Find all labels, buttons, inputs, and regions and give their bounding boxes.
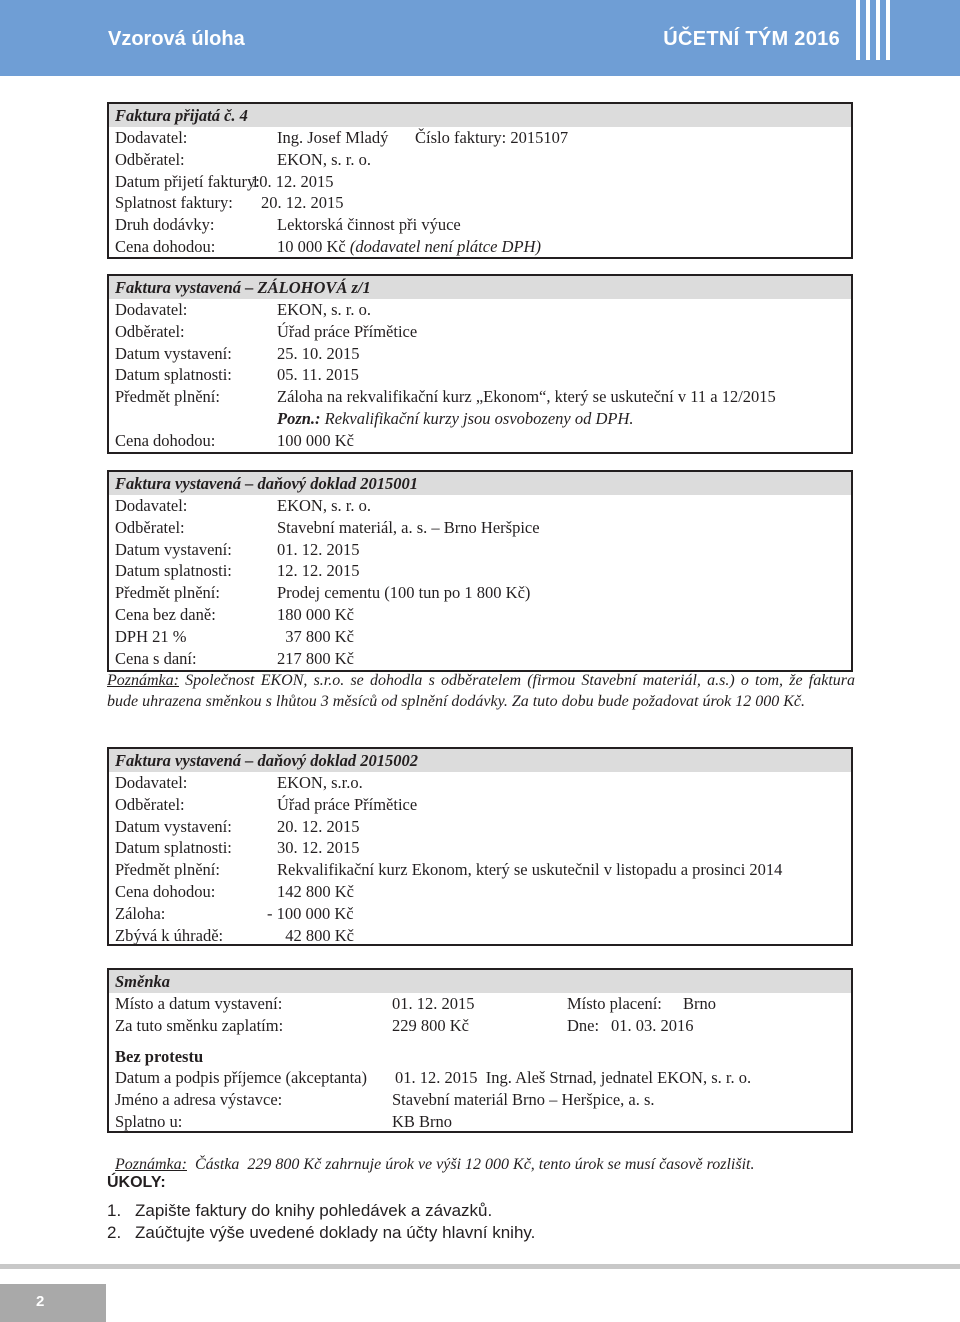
row-value: Lektorská činnost při výuce bbox=[277, 215, 461, 235]
row-value: 20. 12. 2015 bbox=[261, 193, 344, 213]
row bbox=[109, 386, 851, 408]
task-text: Zapište faktury do knihy pohledávek a závazků. bbox=[135, 1201, 493, 1220]
row-value: 01. 12. 2015 bbox=[392, 994, 475, 1013]
row-label: DPH 21 % bbox=[115, 626, 187, 646]
row-value: - 100 000 Kč bbox=[267, 903, 354, 923]
header-stripe bbox=[866, 0, 870, 60]
row-value: Rekvalifikační kurz Ekonom, který se uskutečnil v listopadu a prosinci 2014 bbox=[277, 860, 783, 880]
row-label: Dodavatel: bbox=[115, 773, 188, 792]
row-value: 05. 11. 2015 bbox=[277, 365, 359, 385]
row bbox=[109, 299, 851, 321]
row-label: Odběratel: bbox=[115, 794, 185, 814]
row-value: 217 800 Kč bbox=[277, 648, 354, 668]
row-label: Za tuto směnku zaplatím: bbox=[115, 1015, 284, 1035]
row-label: Datum splatnosti: bbox=[115, 838, 232, 858]
row bbox=[109, 1067, 851, 1089]
row-label: Datum vystavení: bbox=[115, 816, 232, 836]
row-label: Jméno a adresa výstavce: bbox=[115, 1090, 283, 1110]
row-label: Datum splatnosti: bbox=[115, 561, 232, 581]
row bbox=[109, 881, 851, 903]
row-label: Cena dohodou: bbox=[115, 430, 216, 450]
row-label: Cena dohodou: bbox=[115, 236, 216, 256]
row bbox=[109, 1111, 851, 1133]
row bbox=[109, 604, 851, 626]
row-label: Datum splatnosti: bbox=[115, 365, 232, 385]
advance-invoice bbox=[107, 274, 853, 454]
row-value: 01. 12. 2015 bbox=[277, 539, 360, 559]
row-label: Datum vystavení: bbox=[115, 539, 232, 559]
tax-invoice-2015002 bbox=[107, 747, 853, 946]
row bbox=[109, 408, 851, 430]
note-label: Poznámka: bbox=[115, 1156, 187, 1173]
row bbox=[109, 626, 851, 648]
row-label: Místo a datum vystavení: bbox=[115, 994, 283, 1013]
row bbox=[109, 794, 851, 816]
note-text: Společnost EKON, s.r.o. se dohodla s odběratelem (firmou Stavební materiál, a.s.) o tom, že faktura bude uhrazena směnkou s lhůtou 3 měsíců od splnění dodávky. Za tuto dobu bude požadovat úrok 12 000 Kč. bbox=[107, 672, 855, 710]
row bbox=[109, 214, 851, 236]
row bbox=[109, 1089, 851, 1111]
box-title: Faktura vystavená – daňový doklad 2015002 bbox=[109, 749, 851, 772]
row-value: 10 000 Kč bbox=[277, 236, 346, 256]
row-label: Odběratel: bbox=[115, 321, 185, 341]
row-label: Cena dohodou: bbox=[115, 881, 216, 901]
row-value: Stavební materiál, a. s. – Brno Heršpice bbox=[277, 517, 540, 537]
note-paragraph bbox=[107, 670, 855, 712]
promissory-note bbox=[107, 968, 853, 1133]
row-label: Datum a podpis příjemce (akceptanta) bbox=[115, 1068, 367, 1088]
invoice-received-4 bbox=[107, 102, 853, 259]
row bbox=[109, 364, 851, 386]
note-text: Rekvalifikační kurzy jsou osvobozeny od DPH. bbox=[324, 408, 634, 428]
row-value: 37 800 Kč bbox=[277, 626, 354, 646]
row-label: Předmět plnění: bbox=[115, 860, 220, 880]
row-label: Zbývá k úhradě: bbox=[115, 925, 224, 945]
row-label: Druh dodávky: bbox=[115, 215, 215, 235]
row-label: Dodavatel: bbox=[115, 300, 188, 319]
row-label: Cena bez daně: bbox=[115, 604, 216, 624]
row-value: 20. 12. 2015 bbox=[277, 816, 360, 836]
row bbox=[109, 171, 851, 193]
row-value: 100 000 Kč bbox=[277, 430, 354, 450]
row bbox=[109, 517, 851, 539]
row-value: EKON, s.r.o. bbox=[277, 773, 363, 792]
row-value: Stavební materiál Brno – Heršpice, a. s. bbox=[392, 1090, 655, 1110]
row-value: EKON, s. r. o. bbox=[277, 496, 371, 515]
row-label: Cena s daní: bbox=[115, 648, 197, 668]
row-value: KB Brno bbox=[392, 1111, 453, 1131]
row-label: Dodavatel: bbox=[115, 128, 188, 147]
row-value: 229 800 Kč bbox=[392, 1015, 469, 1035]
task-item bbox=[107, 1201, 492, 1221]
box-title: Faktura vystavená – daňový doklad 2015001 bbox=[109, 472, 851, 495]
row-value: 42 800 Kč bbox=[277, 925, 354, 945]
row-value-2: 01. 03. 2016 bbox=[611, 1015, 694, 1035]
row-label: Předmět plnění: bbox=[115, 583, 220, 603]
task-number: 1. bbox=[107, 1201, 122, 1220]
row bbox=[109, 837, 851, 859]
row-label: Datum vystavení: bbox=[115, 343, 232, 363]
row-label: Odběratel: bbox=[115, 149, 185, 169]
row-value: 12. 12. 2015 bbox=[277, 561, 360, 581]
row-label: Záloha: bbox=[115, 903, 166, 923]
row bbox=[109, 648, 851, 670]
row-value: 142 800 Kč bbox=[277, 881, 354, 901]
box-title: Směnka bbox=[109, 970, 851, 993]
row bbox=[109, 321, 851, 343]
row-value: 25. 10. 2015 bbox=[277, 343, 360, 363]
row-value: 180 000 Kč bbox=[277, 604, 354, 624]
task-text: Zaúčtujte výše uvedené doklady na účty hlavní knihy. bbox=[135, 1223, 536, 1242]
row bbox=[109, 495, 851, 517]
row bbox=[109, 903, 851, 925]
row bbox=[109, 539, 851, 561]
row-value-2: Číslo faktury: 2015107 bbox=[415, 128, 569, 147]
page-number: 2 bbox=[36, 1293, 45, 1310]
row-value: EKON, s. r. o. bbox=[277, 149, 371, 169]
row-value: Úřad práce Přímětice bbox=[277, 794, 418, 814]
row-value: 10. 12. 2015 bbox=[251, 171, 334, 191]
row-value: Úřad práce Přímětice bbox=[277, 321, 418, 341]
row-value-note: (dodavatel není plátce DPH) bbox=[349, 236, 541, 256]
footer-line bbox=[0, 1264, 960, 1269]
task-item bbox=[107, 1223, 535, 1243]
row-value-group bbox=[277, 408, 634, 430]
row bbox=[109, 343, 851, 365]
header-title: Vzorová úloha bbox=[108, 28, 245, 50]
row-value: 01. 12. 2015 Ing. Aleš Strnad, jednatel EKON, s. r. o. bbox=[395, 1068, 752, 1088]
row-value: Záloha na rekvalifikační kurz „Ekonom“, který se uskuteční v 11 a 12/2015 bbox=[277, 387, 776, 407]
row bbox=[109, 149, 851, 171]
row bbox=[109, 993, 851, 1015]
row-value: Ing. Josef Mladý bbox=[277, 128, 389, 147]
row bbox=[109, 859, 851, 881]
row-label: Předmět plnění: bbox=[115, 387, 220, 407]
spacer bbox=[109, 1037, 851, 1046]
row-value: EKON, s. r. o. bbox=[277, 300, 371, 319]
row bbox=[109, 1015, 851, 1037]
header-stripe bbox=[856, 0, 860, 60]
row-label: Splatno u: bbox=[115, 1111, 183, 1131]
row bbox=[109, 925, 851, 946]
row-label: Odběratel: bbox=[115, 517, 185, 537]
tax-invoice-2015001 bbox=[107, 470, 853, 672]
row bbox=[109, 1046, 851, 1068]
row bbox=[109, 430, 851, 452]
row bbox=[109, 772, 851, 794]
page-number-box bbox=[0, 1284, 106, 1322]
row-value: Prodej cementu (100 tun po 1 800 Kč) bbox=[277, 583, 531, 603]
row bbox=[109, 582, 851, 604]
row-value: 30. 12. 2015 bbox=[277, 838, 360, 858]
header-stripe bbox=[876, 0, 880, 60]
task-number: 2. bbox=[107, 1223, 122, 1242]
row-value-2: Brno bbox=[683, 994, 716, 1013]
row bbox=[109, 816, 851, 838]
note-paragraph bbox=[107, 1133, 855, 1175]
note-label: Pozn.: bbox=[277, 408, 321, 428]
box-title: Faktura přijatá č. 4 bbox=[109, 104, 851, 127]
note-text: Částka 229 800 Kč zahrnuje úrok ve výši 12 000 Kč, tento úrok se musí časově rozlišit. bbox=[186, 1156, 755, 1173]
box-title: Faktura vystavená – ZÁLOHOVÁ z/1 bbox=[109, 276, 851, 299]
row bbox=[109, 560, 851, 582]
note-label: Poznámka: bbox=[107, 672, 179, 689]
row bbox=[109, 236, 851, 258]
row-label: Dodavatel: bbox=[115, 496, 188, 515]
row-label-2: Místo placení: bbox=[567, 994, 662, 1013]
no-protest-label: Bez protestu bbox=[115, 1046, 204, 1066]
header-stripe bbox=[886, 0, 890, 60]
row-value-group bbox=[277, 236, 541, 258]
row-label: Datum přijetí faktury: bbox=[115, 171, 260, 191]
row bbox=[109, 127, 851, 149]
row bbox=[109, 192, 851, 214]
tasks-heading: ÚKOLY: bbox=[107, 1174, 166, 1191]
row-label-2: Dne: bbox=[567, 1015, 600, 1035]
row-label: Splatnost faktury: bbox=[115, 193, 233, 213]
header-brand: ÚČETNÍ TÝM 2016 bbox=[663, 28, 840, 50]
